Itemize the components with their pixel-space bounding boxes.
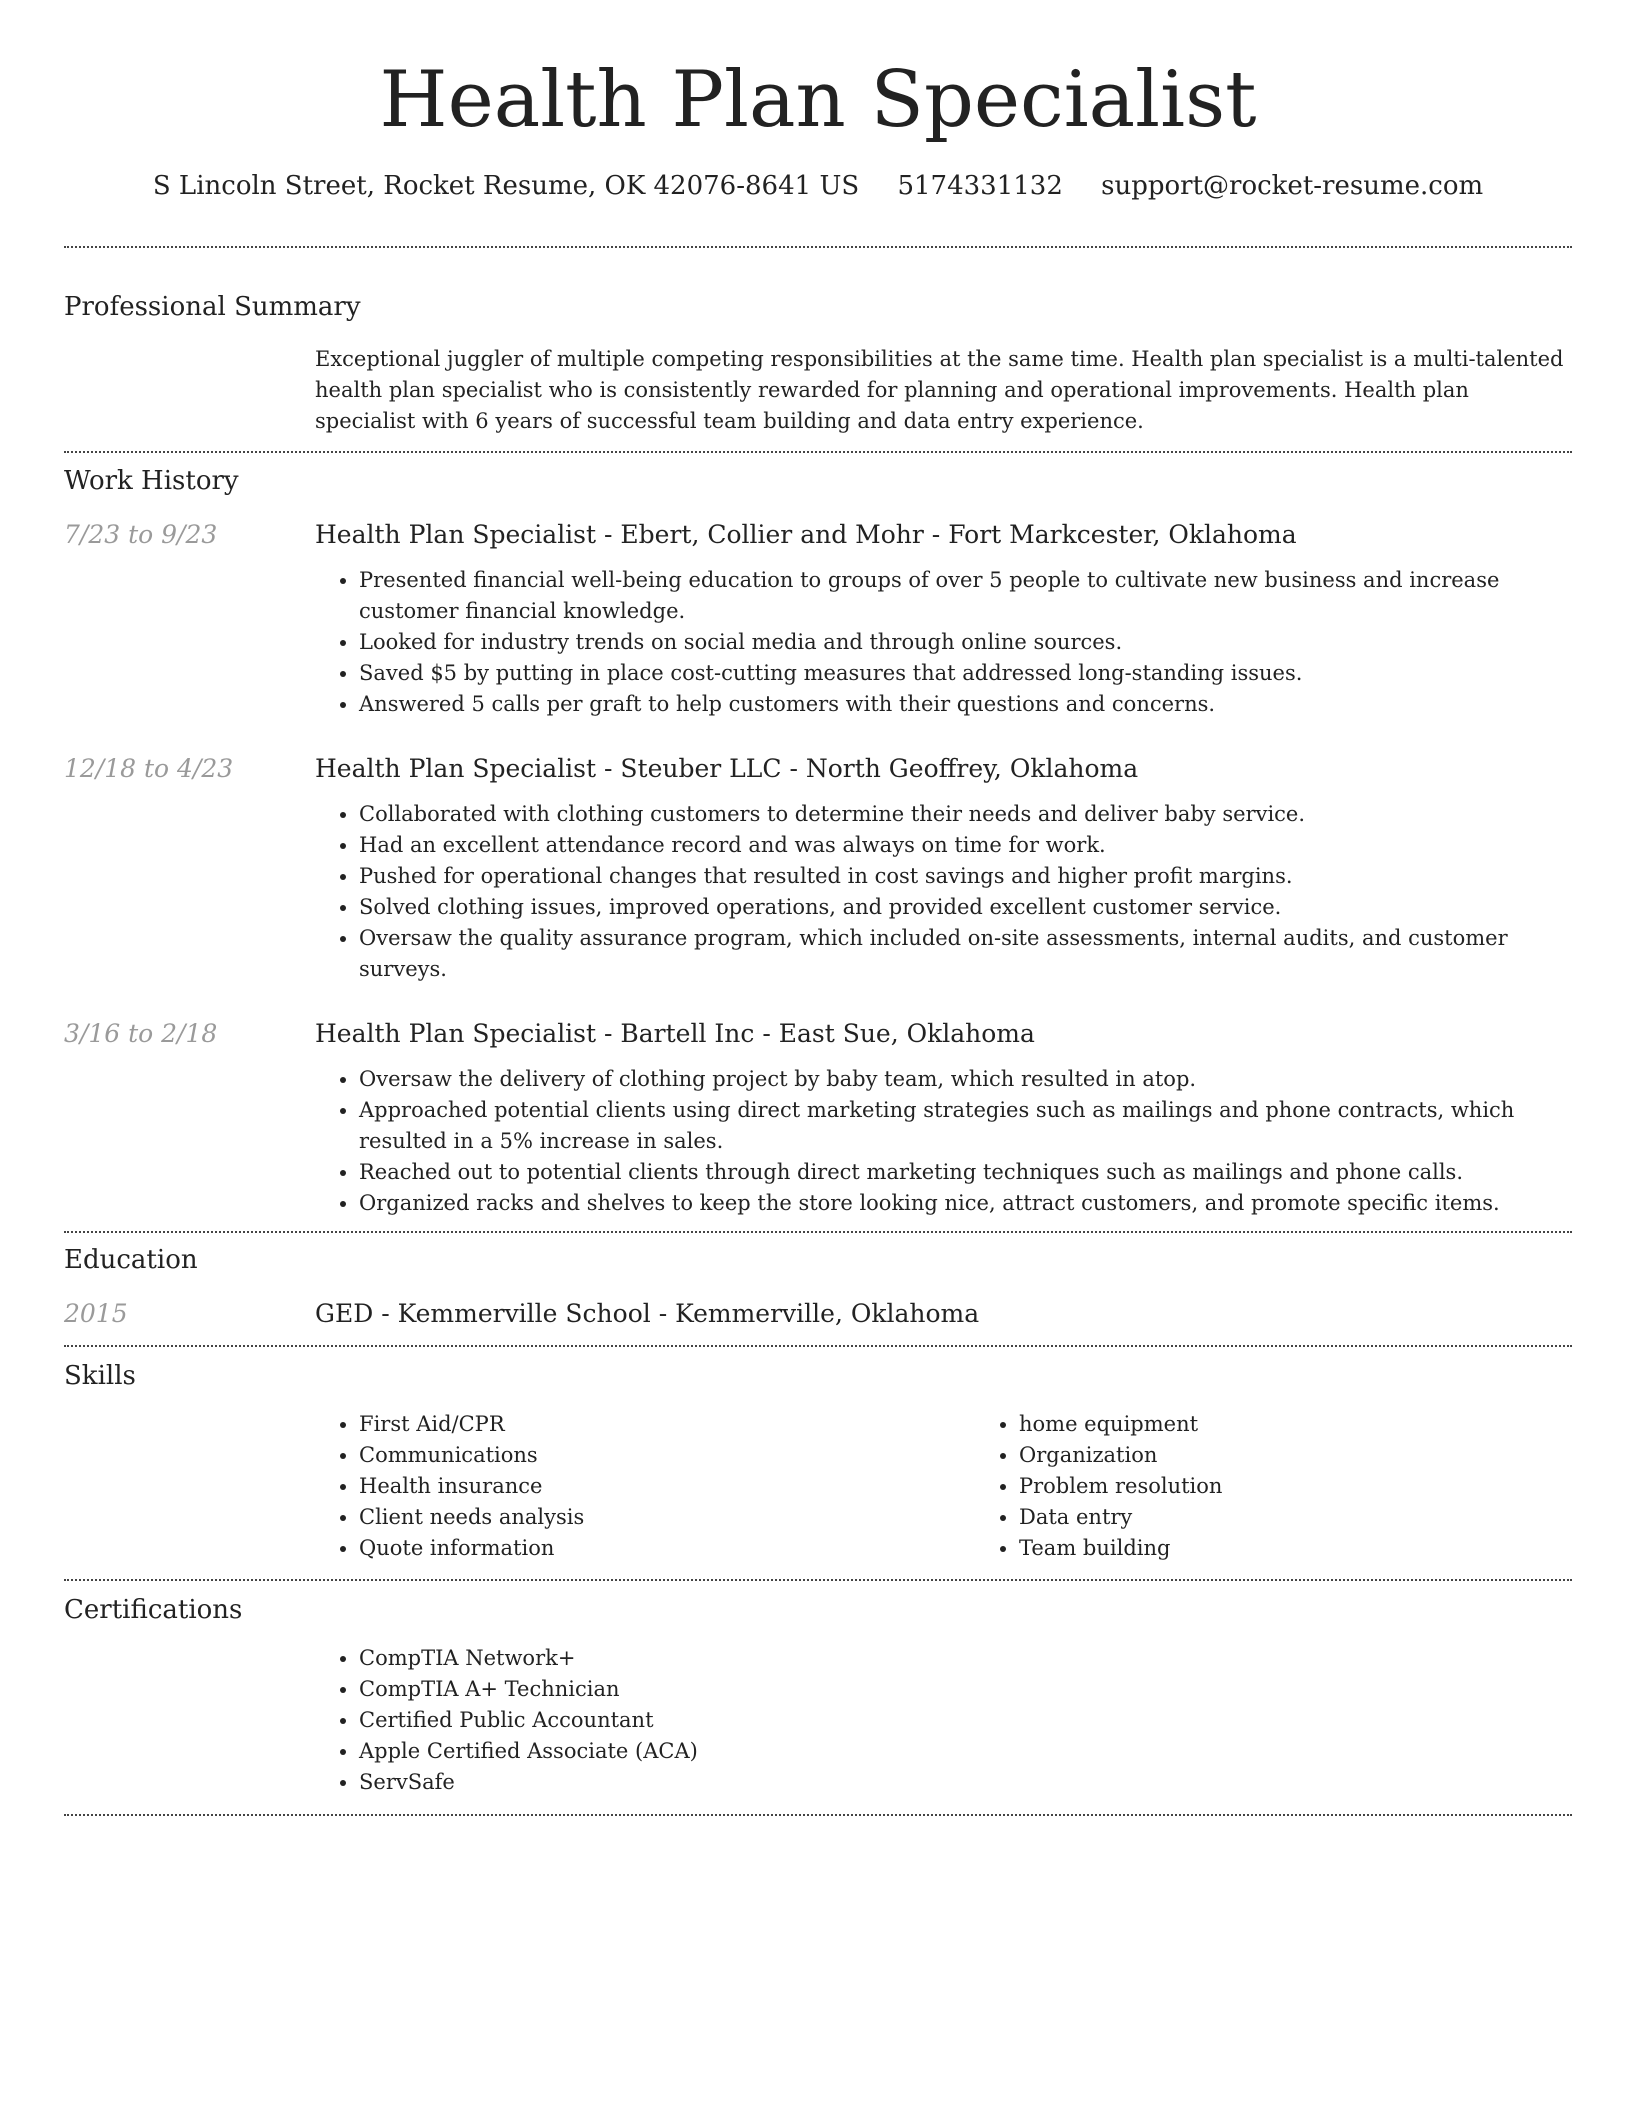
- skills-title: Skills: [64, 1361, 136, 1391]
- job-entry: [64, 1017, 1572, 1219]
- job-entry: [64, 518, 1572, 720]
- skills-list-left: [315, 1409, 975, 1564]
- email-text: support@rocket-resume.com: [1101, 171, 1484, 201]
- divider: [64, 451, 1572, 453]
- divider: [64, 246, 1572, 248]
- job-bullets: [315, 799, 1572, 985]
- list-item: • Problem resolution: [1019, 1471, 1632, 1502]
- list-item: • Team building: [1019, 1533, 1632, 1564]
- education-heading: GED - Kemmerville School - Kemmerville, Oklahoma: [315, 1299, 980, 1328]
- certifications-title: Certifications: [64, 1595, 243, 1625]
- skills-columns: [315, 1409, 1572, 1564]
- summary-text: Exceptional juggler of multiple competing responsibilities at the same time. Health plan specialist is a multi-talented health plan specialist who is consistently rewarded for planning and operational improvements. Health plan specialist with 6 years of successful team building and data entry experience.: [315, 347, 1564, 433]
- list-item: • Certified Public Accountant: [359, 1705, 1572, 1736]
- divider: [64, 1814, 1572, 1816]
- job-dates: 12/18 to 4/23: [64, 754, 234, 783]
- education-title: Education: [64, 1245, 198, 1275]
- work-history-title: Work History: [64, 466, 239, 496]
- address-text: S Lincoln Street, Rocket Resume, OK 42076-8641 US: [152, 171, 860, 201]
- list-item: • Data entry: [1019, 1502, 1632, 1533]
- skills-list-right: [975, 1409, 1632, 1564]
- list-item: • Reached out to potential clients through direct marketing techniques such as mailings and phone calls.: [359, 1157, 1572, 1188]
- education-entry: [64, 1297, 1572, 1331]
- job-heading: Health Plan Specialist - Ebert, Collier and Mohr - Fort Markcester, Oklahoma: [315, 520, 1297, 549]
- resume-page: [64, 0, 1572, 1816]
- candidate-name: Health Plan Specialist: [379, 55, 1257, 145]
- job-heading: Health Plan Specialist - Steuber LLC - North Geoffrey, Oklahoma: [315, 754, 1139, 783]
- job-bullets: [315, 1064, 1572, 1219]
- list-item: • Apple Certified Associate (ACA): [359, 1736, 1572, 1767]
- list-item: • Presented financial well-being education to groups of over 5 people to cultivate new business and increase customer financial knowledge.: [359, 565, 1572, 627]
- divider: [64, 1579, 1572, 1581]
- list-item: • Approached potential clients using direct marketing strategies such as mailings and phone contracts, which resulted in a 5% increase in sales.: [359, 1095, 1572, 1157]
- list-item: • Quote information: [359, 1533, 975, 1564]
- list-item: • Oversaw the delivery of clothing project by baby team, which resulted in atop.: [359, 1064, 1572, 1095]
- list-item: • Organization: [1019, 1440, 1632, 1471]
- job-bullets: [315, 565, 1572, 720]
- list-item: • Answered 5 calls per graft to help customers with their questions and concerns.: [359, 689, 1572, 720]
- list-item: • CompTIA A+ Technician: [359, 1674, 1572, 1705]
- job-entry: [64, 752, 1572, 985]
- list-item: • Pushed for operational changes that resulted in cost savings and higher profit margins.: [359, 861, 1572, 892]
- job-heading: Health Plan Specialist - Bartell Inc - East Sue, Oklahoma: [315, 1019, 1035, 1048]
- divider: [64, 1231, 1572, 1233]
- contact-line: [64, 166, 1572, 206]
- list-item: • Communications: [359, 1440, 975, 1471]
- list-item: • Collaborated with clothing customers to determine their needs and deliver baby service.: [359, 799, 1572, 830]
- list-item: • Organized racks and shelves to keep the store looking nice, attract customers, and promote specific items.: [359, 1188, 1572, 1219]
- list-item: • Health insurance: [359, 1471, 975, 1502]
- certifications-list: [315, 1643, 1572, 1798]
- list-item: • ServSafe: [359, 1767, 1572, 1798]
- summary-title: Professional Summary: [64, 292, 361, 322]
- list-item: • Client needs analysis: [359, 1502, 975, 1533]
- list-item: • CompTIA Network+: [359, 1643, 1572, 1674]
- list-item: • Solved clothing issues, improved operations, and provided excellent customer service.: [359, 892, 1572, 923]
- job-dates: 7/23 to 9/23: [64, 520, 218, 549]
- divider: [64, 1345, 1572, 1347]
- education-year: 2015: [64, 1299, 128, 1328]
- list-item: • home equipment: [1019, 1409, 1632, 1440]
- list-item: • Saved $5 by putting in place cost-cutting measures that addressed long-standing issues.: [359, 658, 1572, 689]
- list-item: • First Aid/CPR: [359, 1409, 975, 1440]
- phone-text: 5174331132: [897, 171, 1063, 201]
- list-item: • Oversaw the quality assurance program, which included on-site assessments, internal audits, and customer surveys.: [359, 923, 1572, 985]
- list-item: • Had an excellent attendance record and was always on time for work.: [359, 830, 1572, 861]
- list-item: • Looked for industry trends on social media and through online sources.: [359, 627, 1572, 658]
- job-dates: 3/16 to 2/18: [64, 1019, 218, 1048]
